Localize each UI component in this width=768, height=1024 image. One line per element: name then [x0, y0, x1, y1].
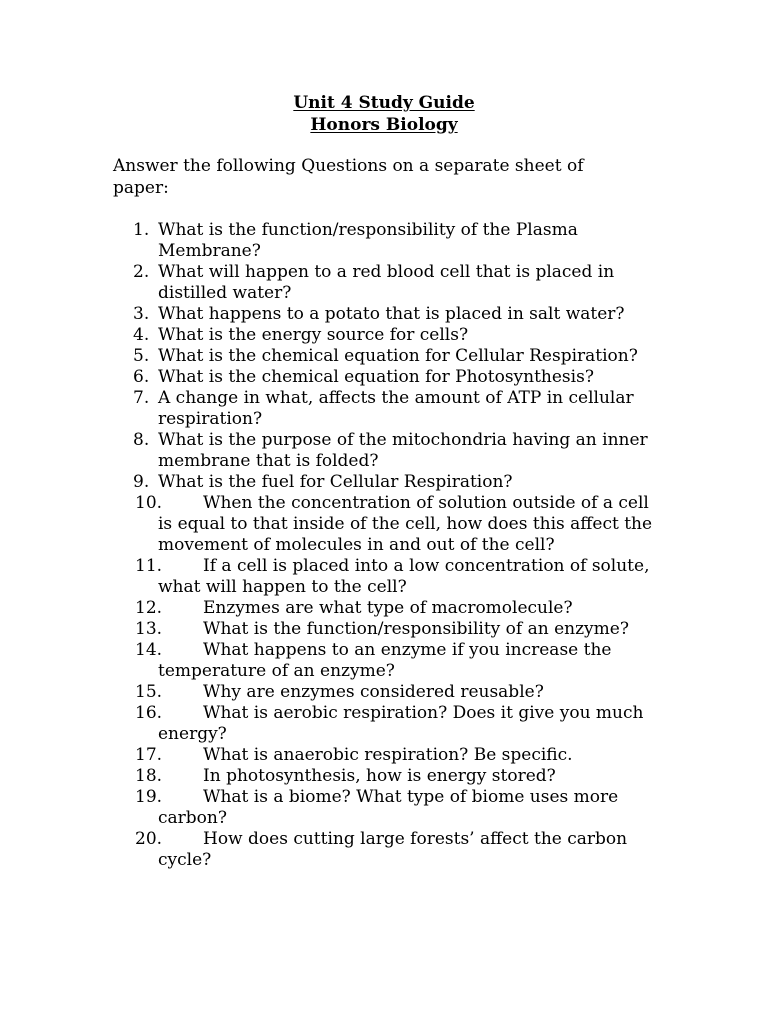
document-title: Unit 4 Study Guide — [293, 93, 475, 113]
question-item — [0, 262, 658, 304]
question-item — [0, 220, 658, 262]
question-text: What is aerobic respiration? Does it give you much energy? — [158, 703, 644, 744]
question-item — [0, 829, 658, 871]
question-number: 1. — [133, 220, 150, 240]
question-text: What happens to a potato that is placed in salt water? — [158, 304, 625, 324]
instructions-text: Answer the following Questions on a separate sheet of paper: — [113, 156, 584, 198]
question-number: 4. — [133, 325, 150, 345]
question-text: What is a biome? What type of biome uses more carbon? — [158, 787, 619, 828]
question-number: 17. — [135, 745, 163, 765]
question-item — [0, 745, 658, 766]
question-number: 18. — [135, 766, 163, 786]
question-item — [0, 703, 658, 745]
document-subtitle: Honors Biology — [310, 115, 458, 135]
question-number: 8. — [133, 430, 150, 450]
question-item — [0, 598, 658, 619]
question-text: What is the fuel for Cellular Respiration? — [158, 472, 513, 492]
question-item — [0, 766, 658, 787]
question-text: If a cell is placed into a low concentration of solute, what will happen to the cell? — [158, 556, 650, 597]
question-number: 12. — [135, 598, 163, 618]
question-item — [0, 619, 658, 640]
question-item — [0, 472, 658, 493]
question-text: What will happen to a red blood cell that is placed in distilled water? — [158, 262, 615, 303]
question-text: What happens to an enzyme if you increase the temperature of an enzyme? — [158, 640, 612, 681]
question-number: 11. — [135, 556, 163, 576]
question-text: A change in what, affects the amount of ATP in cellular respiration? — [158, 388, 634, 429]
question-text: What is the chemical equation for Photosynthesis? — [158, 367, 594, 387]
question-number: 5. — [133, 346, 150, 366]
question-number: 9. — [133, 472, 150, 492]
question-text: What is the purpose of the mitochondria having an inner membrane that is folded? — [158, 430, 648, 471]
question-number: 15. — [135, 682, 163, 702]
question-text: In photosynthesis, how is energy stored? — [203, 766, 556, 786]
question-text: How does cutting large forests’ affect the carbon cycle? — [158, 829, 628, 870]
question-number: 14. — [135, 640, 163, 660]
question-text: What is the energy source for cells? — [158, 325, 469, 345]
questions-list — [0, 220, 768, 871]
question-item — [0, 493, 658, 556]
question-item — [0, 346, 658, 367]
question-item — [0, 304, 658, 325]
question-number: 7. — [133, 388, 150, 408]
question-text: What is the function/responsibility of an enzyme? — [203, 619, 629, 639]
question-number: 16. — [135, 703, 163, 723]
question-text: What is the function/responsibility of the Plasma Membrane? — [158, 220, 578, 261]
question-number: 6. — [133, 367, 150, 387]
question-text: What is anaerobic respiration? Be specific. — [203, 745, 573, 765]
question-text: What is the chemical equation for Cellular Respiration? — [158, 346, 638, 366]
question-number: 13. — [135, 619, 163, 639]
question-item — [0, 367, 658, 388]
question-text: Enzymes are what type of macromolecule? — [203, 598, 573, 618]
question-number: 3. — [133, 304, 150, 324]
question-number: 10. — [135, 493, 163, 513]
question-item — [0, 787, 658, 829]
question-item — [0, 430, 658, 472]
question-item — [0, 325, 658, 346]
question-text: When the concentration of solution outside of a cell is equal to that inside of the cell, how does this affect the movement of molecules in and out of the cell? — [158, 493, 653, 555]
question-item — [0, 556, 658, 598]
question-item — [0, 388, 658, 430]
document-heading — [0, 92, 768, 136]
question-item — [0, 640, 658, 682]
question-item — [0, 682, 658, 703]
question-number: 20. — [135, 829, 163, 849]
question-text: Why are enzymes considered reusable? — [203, 682, 544, 702]
question-number: 19. — [135, 787, 163, 807]
question-number: 2. — [133, 262, 150, 282]
